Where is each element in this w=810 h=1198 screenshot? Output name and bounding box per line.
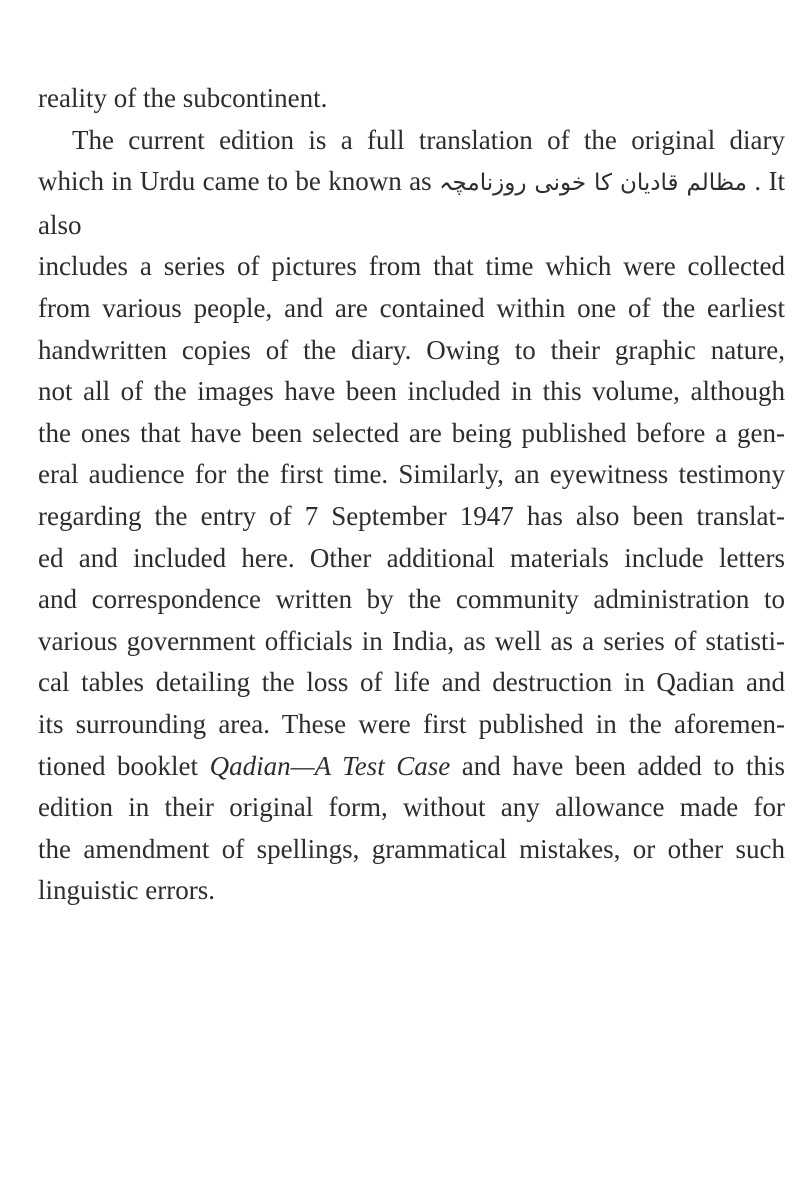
text-line [38, 413, 785, 455]
text-line [38, 246, 785, 288]
text-segment: includes a series of pictures from that time which were collected [38, 251, 785, 282]
text-segment: and have been added to this [450, 750, 785, 781]
text-segment: reality of the subcontinent. [38, 83, 328, 113]
text-line [38, 330, 785, 372]
urdu-phrase: مظالم قادیان کا خونی روزنامچہ [439, 170, 747, 197]
text-segment: eral audience for the first time. Similarly, an eyewitness testimony [38, 459, 785, 490]
text-segment: cal tables detailing the loss of life and destruction in Qadian and [38, 667, 785, 698]
text-line [38, 787, 785, 829]
text-segment: various government officials in India, as well as a series of statisti- [38, 625, 785, 656]
text-segment: linguistic errors. [38, 875, 215, 906]
text-segment: edition in their original form, without any allowance made for [38, 792, 785, 823]
text-line [38, 120, 785, 162]
booklet-title-italic: Qadian—A Test Case [209, 750, 451, 781]
text-line [38, 704, 785, 746]
text-segment: handwritten copies of the diary. Owing to their graphic nature, [38, 334, 785, 365]
text-segment: which in Urdu came to be known as [38, 166, 440, 197]
text-line [38, 454, 785, 496]
text-line [38, 579, 785, 621]
text-segment: from various people, and are contained within one of the earliest [38, 292, 785, 323]
text-line [38, 371, 785, 413]
text-segment: . It also [38, 166, 786, 240]
text-line [38, 496, 785, 538]
text-line [38, 870, 785, 912]
text-segment: The current edition is a full translation of the original diary [72, 124, 785, 155]
text-segment: and correspondence written by the community administration to [38, 584, 785, 615]
text-line [38, 829, 785, 871]
text-line [38, 538, 785, 580]
text-line [38, 78, 785, 120]
text-segment: the amendment of spellings, grammatical mistakes, or other such [38, 833, 785, 864]
text-line [38, 746, 785, 788]
text-segment: regarding the entry of 7 September 1947 has also been translat- [38, 500, 785, 531]
page-text-block [38, 78, 785, 912]
text-line [38, 662, 785, 704]
text-line [38, 621, 785, 663]
text-segment: not all of the images have been included in this volume, although [38, 376, 785, 407]
text-segment: its surrounding area. These were first published in the aforemen- [38, 708, 785, 739]
text-segment: the ones that have been selected are being published before a gen- [38, 417, 785, 448]
text-line [38, 288, 785, 330]
text-line [38, 161, 785, 246]
text-segment: tioned booklet [38, 750, 210, 781]
text-segment: ed and included here. Other additional materials include letters [38, 542, 785, 573]
